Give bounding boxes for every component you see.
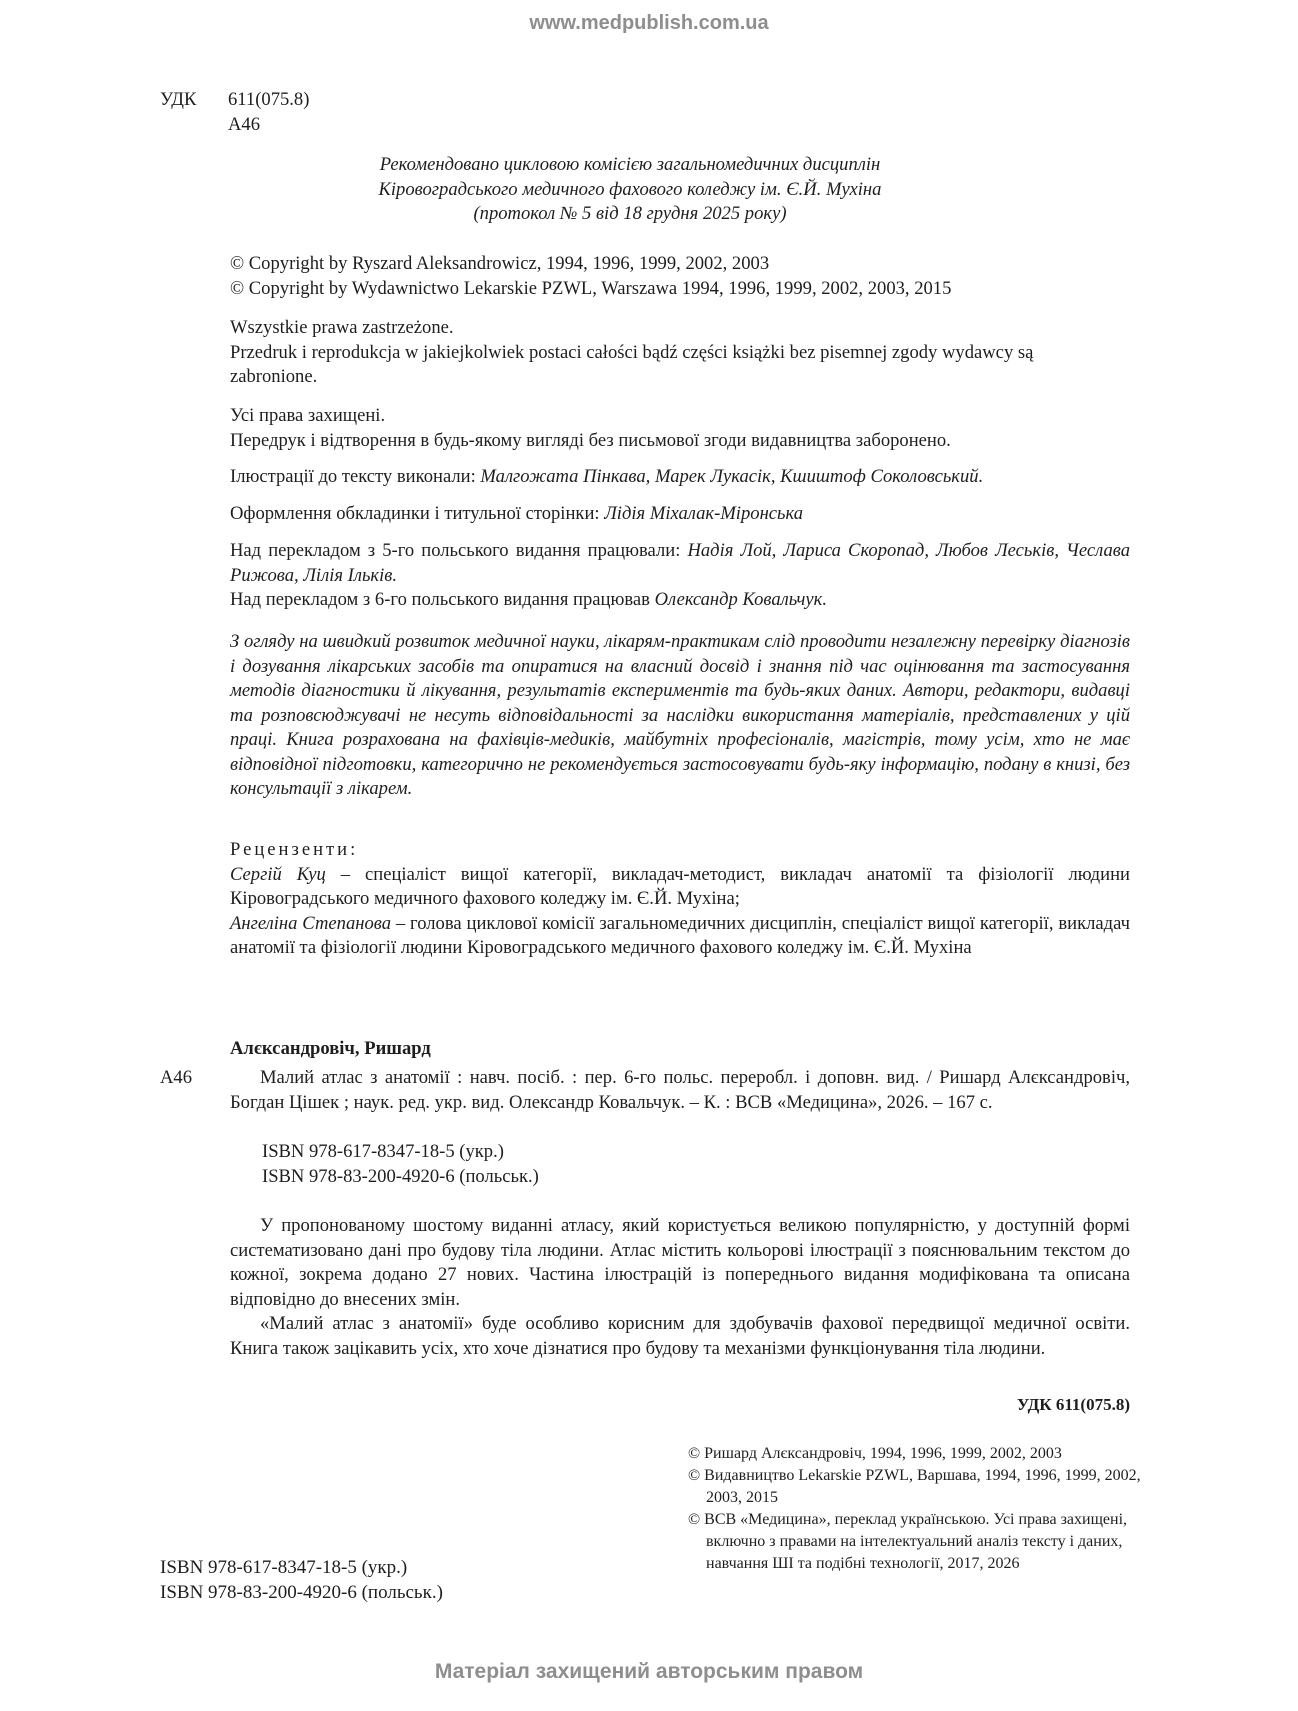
credit-translation-6: [230, 588, 1130, 613]
udk-code: 611(075.8): [228, 89, 310, 110]
recommendation-line-1: Рекомендовано цикловою комісією загальномедичних дисциплін: [379, 154, 881, 175]
reviewer-2-desc: – голова циклової комісії загальномедичних дисциплін, спеціаліст вищої категорії, викладач анатомії та фізіології людини Кіровоградського медичного фахового коледжу ім. Є.Й. Мухіна: [230, 912, 1130, 958]
rights-ukrainian-line-1: Усі права захищені.: [230, 405, 386, 426]
credit-illustrations: [230, 465, 1130, 490]
reviewer-2: [230, 912, 1130, 961]
catalog-description: Малий атлас з анатомії : навч. посіб. : пер. 6-го польс. переробл. і доповн. вид. / Ришард Алєксандровіч, Богдан Цішек ; наук. ред. укр. вид. Олександр Ковальчук. – К. : ВСВ «Медицина», 2026. – 167 с.: [230, 1067, 1130, 1113]
copyright-original: [230, 252, 1130, 301]
rights-polish-line-2: Przedruk i reprodukcja w jakiejkolwiek postaci całości bądź części książki bez pisemnej zgody wydawcy są zabronione.: [230, 341, 1034, 387]
credit-translation-5: [230, 539, 1130, 588]
watermark-top: www.medpublish.com.ua: [529, 12, 769, 34]
copyright-ukrainian: [688, 1443, 1156, 1575]
copyright-author: © Copyright by Ryszard Aleksandrowicz, 1994, 1996, 1999, 2002, 2003: [230, 253, 770, 274]
isbn-footer: [160, 1555, 443, 1605]
credit-cover: [230, 502, 1130, 527]
annotation: [230, 1214, 1130, 1361]
reviewer-2-name: Ангеліна Степанова: [230, 912, 391, 934]
credit-translation-5-names: Надія Лой, Лариса Скоропад, Любов Леськів, Чеслава Рижова, Лілія Ільків.: [230, 540, 1130, 586]
reviewers: [230, 838, 1130, 961]
annotation-udk: УДК 611(075.8): [1016, 1395, 1130, 1414]
credit-cover-names: Лідія Міхалак-Міронська: [604, 503, 804, 524]
udk-index: А46: [228, 114, 261, 135]
copyright-ua-publisher: © Видавництво Lekarskie PZWL, Варшава, 1994, 1996, 1999, 2002, 2003, 2015: [688, 1467, 1141, 1506]
annotation-paragraph-1: У пропонованому шостому виданні атласу, який користується великою популярністю, у доступній формі систематизовано дані про будову тіла людини. Атлас містить кольорові ілюстрації з пояснювальним текстом до кожної, зокрема додано 27 нових. Частина ілюстрацій із попереднього видання модифікована та описана відповідно до внесених змін.: [230, 1215, 1130, 1310]
isbn-footer-pol: ISBN 978-83-200-4920-6 (польськ.): [160, 1582, 443, 1603]
reviewer-1-name: Сергій Куц: [230, 863, 326, 885]
credit-illustrations-label: Ілюстрації до тексту виконали:: [230, 466, 481, 487]
watermark-bottom: Матеріал захищений авторським правом: [434, 1660, 864, 1683]
catalog-index: А46: [160, 1067, 193, 1088]
recommendation: [200, 153, 1060, 227]
udk-label: УДК: [160, 89, 197, 110]
isbn-footer-ukr: ISBN 978-617-8347-18-5 (укр.): [160, 1557, 408, 1578]
credit-illustrations-names: Малгожата Пінкава, Марек Лукасік, Кшиштоф Соколовський.: [480, 466, 984, 487]
copyright-ua-author: © Ришард Алєксандровіч, 1994, 1996, 1999, 2002, 2003: [688, 1445, 1062, 1462]
rights-polish: [230, 316, 1110, 390]
annotation-paragraph-2: «Малий атлас з анатомії» буде особливо корисним для здобувачів фахової передвищої медичної освіти. Книга також зацікавить усіх, хто хоче дізнатися про будову та механізми функціонування тіла людини.: [230, 1313, 1130, 1359]
recommendation-line-3: (протокол № 5 від 18 грудня 2025 року): [473, 203, 787, 224]
reviewer-1: [230, 863, 1130, 912]
credit-translation-5-label: Над перекладом з 5-го польського видання працювали:: [230, 540, 688, 561]
copyright-publisher: © Copyright by Wydawnictwo Lekarskie PZWL, Warszawa 1994, 1996, 1999, 2002, 2003, 2015: [230, 277, 952, 299]
credit-translation-6-names: Олександр Ковальчук.: [654, 589, 828, 610]
catalog-isbn-pol: ISBN 978-83-200-4920-6 (польськ.): [262, 1166, 539, 1187]
credit-cover-label: Оформлення обкладинки і титульної сторінки:: [230, 503, 605, 524]
rights-ukrainian-line-2: Передрук і відтворення в будь-якому вигляді без письмової згоди видавництва заборонено.: [230, 429, 951, 451]
reviewer-1-desc: – спеціаліст вищої категорії, викладач-методист, викладач анатомії та фізіології людини Кіровоградського медичного фахового коледжу ім. Є.Й. Мухіна;: [230, 863, 1130, 909]
credit-translation-6-label: Над перекладом з 6-го польського видання працював: [230, 589, 655, 610]
recommendation-line-2: Кіровоградського медичного фахового коледжу ім. Є.Й. Мухіна: [378, 178, 882, 200]
reviewers-heading: Рецензенти:: [230, 839, 359, 860]
rights-polish-line-1: Wszystkie prawa zastrzeżone.: [230, 317, 454, 338]
rights-ukrainian: [230, 404, 1130, 453]
catalog-author: Алєксандровіч, Ришард: [230, 1038, 431, 1059]
catalog-isbn-ukr: ISBN 978-617-8347-18-5 (укр.): [262, 1141, 504, 1162]
disclaimer: З огляду на швидкий розвиток медичної науки, лікарям-практикам слід проводити незалежну перевірку діагнозів і дозування лікарських засобів та опиратися на власний досвід і знання під час оцінювання та застосування методів діагностики й лікування, результатів експериментів та будь-яких даних. Автори, редактори, видавці та розповсюджувачі не несуть відповідальності за наслідки використання матеріалів, представлених у цій праці. Книга розрахована на фахівців-медиків, майбутніх професіоналів, магістрів, тому усім, хто не має відповідної підготовки, категорично не рекомендується застосовувати будь-яку інформацію, подану в книзі, без консультації з лікарем.: [230, 631, 1130, 799]
copyright-ua-translation: © ВСВ «Медицина», переклад українською. Усі права захищені, включно з правами на інтелектуальний аналіз тексту і даних, навчання ШІ та подібні технології, 2017, 2026: [688, 1511, 1128, 1572]
